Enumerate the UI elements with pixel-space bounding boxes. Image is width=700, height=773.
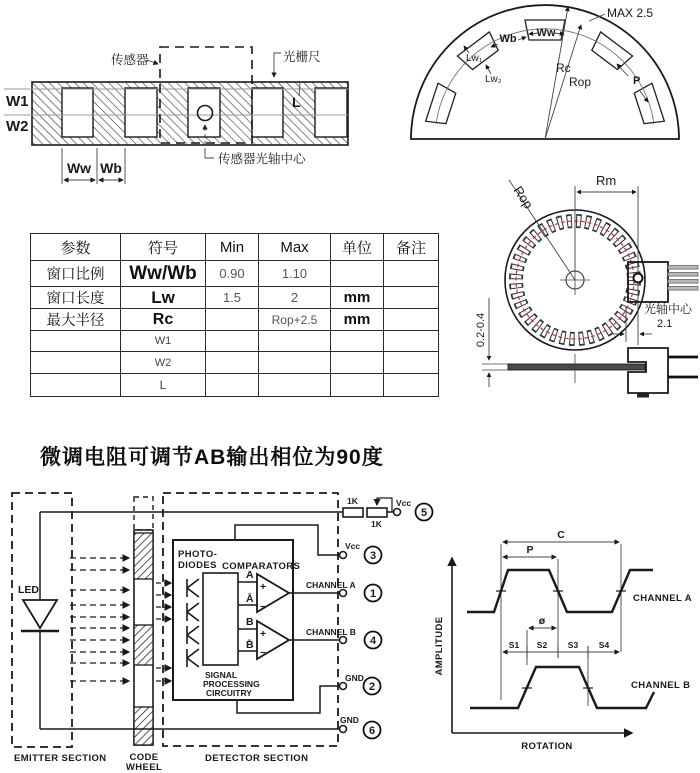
output-waveform-diagram — [430, 505, 700, 773]
header-symbol: 符号 — [121, 234, 206, 261]
rop-label: Rop — [569, 75, 592, 89]
sensor-label: 传感器 — [111, 53, 149, 67]
cell-max: 1.10 — [259, 261, 331, 287]
input-bbar-label: B̄ — [246, 639, 254, 651]
cell-unit: mm — [331, 287, 384, 309]
comp1-plus: + — [260, 581, 267, 593]
photodiodes-label-1: PHOTO- — [178, 549, 218, 560]
pin-1: 1 — [369, 588, 377, 600]
led-label: LED — [18, 584, 39, 596]
comp2-minus: − — [260, 647, 267, 659]
emitter-section-box — [12, 493, 72, 747]
pin-3: 3 — [369, 550, 377, 562]
code-wheel-label-2: WHEEL — [125, 762, 163, 773]
sensor-top-view — [628, 262, 698, 302]
cell-symbol: Ww/Wb — [121, 261, 206, 287]
wb-label: Wb — [499, 33, 517, 45]
phase-note-title: 微调电阻可调节AB输出相位为90度 — [40, 446, 384, 469]
channel-a-label: CHANNEL A — [306, 580, 356, 590]
comparators-label: COMPARATORS — [222, 561, 301, 572]
table-row — [31, 374, 439, 397]
optical-center-label: 传感器光轴中心 — [218, 152, 306, 166]
table-row — [31, 309, 439, 331]
header-max: Max — [259, 234, 331, 261]
lw2-label: Lw₂ — [485, 74, 502, 85]
photodiodes-label-2: DIODES — [178, 560, 217, 571]
comp2-plus: + — [260, 628, 267, 640]
optical-axis-label: 光轴中心 — [644, 302, 693, 316]
cell-unit — [331, 352, 384, 374]
input-a-label: A — [246, 569, 254, 581]
max-label: MAX 2.5 — [607, 6, 654, 20]
p-label: P — [633, 75, 641, 87]
cell-min — [206, 331, 259, 352]
led-symbol — [21, 600, 59, 631]
gnd2-label: GND — [345, 673, 364, 683]
signal-processing-box — [203, 573, 238, 665]
cell-param — [31, 352, 121, 374]
codewheel-detail-diagram — [400, 0, 700, 165]
signal-label-2: PROCESSING — [203, 679, 260, 689]
l-label: L — [292, 94, 301, 110]
codewheel-assembly-diagram — [455, 165, 700, 410]
wb-label: Wb — [100, 160, 122, 176]
dim-s4-label: S4 — [598, 640, 610, 650]
r2-label: 1K — [371, 519, 382, 529]
light-rays — [70, 558, 129, 681]
cell-param — [31, 374, 121, 397]
cell-note — [384, 374, 439, 397]
cell-max — [259, 374, 331, 397]
vcc5-label: Vcc — [396, 498, 412, 508]
gnd6-label: GND — [340, 715, 359, 725]
photodiode-symbols — [187, 579, 199, 667]
rc-label: Rc — [556, 61, 571, 75]
cell-param: 最大半径 — [31, 309, 121, 331]
input-abar-label: Ā — [246, 593, 254, 605]
pin-numbers — [364, 504, 433, 739]
cell-param: 窗口比例 — [31, 261, 121, 287]
rop-label: Rop — [510, 183, 537, 212]
cell-unit — [331, 261, 384, 287]
emitter-section-label: EMITTER SECTION — [14, 753, 107, 764]
y-axis-label: AMPLITUDE — [434, 616, 445, 676]
vcc3-label: Vcc — [345, 541, 361, 551]
ww-label: Ww — [66, 160, 92, 176]
pin-2: 2 — [368, 681, 376, 693]
header-param: 参数 — [31, 234, 121, 261]
cell-note — [384, 309, 439, 331]
cell-note — [384, 352, 439, 374]
table-row — [31, 261, 439, 287]
cell-max — [259, 331, 331, 352]
cell-note — [384, 261, 439, 287]
w2-label: W2 — [6, 118, 29, 135]
cell-symbol: W1 — [121, 331, 206, 352]
construction-lines — [501, 544, 621, 706]
cell-min — [206, 374, 259, 397]
cell-symbol: Rc — [121, 309, 206, 331]
dim-c-label: C — [557, 529, 565, 541]
encoder-circuit-diagram — [0, 480, 445, 773]
cell-max: 2 — [259, 287, 331, 309]
ww-label: Ww — [536, 27, 556, 39]
cell-min — [206, 352, 259, 374]
lw1-label: Lw₁ — [466, 53, 483, 64]
cell-min — [206, 309, 259, 331]
side-view — [508, 348, 698, 398]
table-row — [31, 331, 439, 352]
signal-label-1: SIGNAL — [205, 670, 238, 680]
parameters-table — [30, 233, 439, 397]
grating-strip — [4, 82, 348, 145]
table-row — [31, 287, 439, 309]
pin-4: 4 — [369, 635, 377, 647]
disc-edge — [508, 364, 645, 370]
rm-label: Rm — [596, 173, 617, 188]
detector-section-label: DETECTOR SECTION — [205, 753, 309, 764]
cell-unit: mm — [331, 309, 384, 331]
channel-a-label: CHANNEL A — [633, 593, 693, 604]
cell-symbol: L — [121, 374, 206, 397]
signal-label-3: CIRCUITRY — [206, 688, 252, 698]
cell-symbol: W2 — [121, 352, 206, 374]
dim-s2-label: S2 — [536, 640, 548, 650]
cell-param: 窗口长度 — [31, 287, 121, 309]
cell-min: 1.5 — [206, 287, 259, 309]
cell-symbol: Lw — [121, 287, 206, 309]
cell-note — [384, 287, 439, 309]
table-row — [31, 352, 439, 374]
x-axis-label: ROTATION — [521, 741, 573, 752]
optical-axis-mark — [634, 274, 643, 283]
cell-param — [31, 331, 121, 352]
thickness-label: 0.2-0.4 — [475, 312, 487, 348]
channel-b-label: CHANNEL B — [306, 627, 356, 637]
offset-label: 2.1 — [657, 318, 673, 330]
header-note: 备注 — [384, 234, 439, 261]
channel-b-trace — [470, 667, 654, 708]
header-min: Min — [206, 234, 259, 261]
dim-p-label: P — [526, 544, 534, 556]
comp1-minus: − — [260, 601, 267, 613]
linear-scale-diagram — [0, 0, 360, 190]
cell-min: 0.90 — [206, 261, 259, 287]
cell-note — [384, 331, 439, 352]
cell-unit — [331, 331, 384, 352]
pin-5: 5 — [420, 507, 428, 519]
dim-s3-label: S3 — [567, 640, 579, 650]
r1-label: 1K — [347, 496, 358, 506]
header-unit: 单位 — [331, 234, 384, 261]
optical-path-arc — [436, 29, 654, 124]
pin-6: 6 — [368, 725, 376, 737]
code-wheel-label-1: CODE — [129, 752, 159, 763]
cell-unit — [331, 374, 384, 397]
dim-phase-label: ø — [538, 615, 546, 627]
cell-max — [259, 352, 331, 374]
channel-b-label: CHANNEL B — [631, 680, 691, 691]
code-wheel-strip — [134, 497, 153, 745]
w1-label: W1 — [6, 93, 29, 110]
input-b-label: B — [246, 616, 254, 628]
dim-s1-label: S1 — [508, 640, 520, 650]
grating-label: 光栅尺 — [283, 50, 321, 64]
cell-max: Rop+2.5 — [259, 309, 331, 331]
